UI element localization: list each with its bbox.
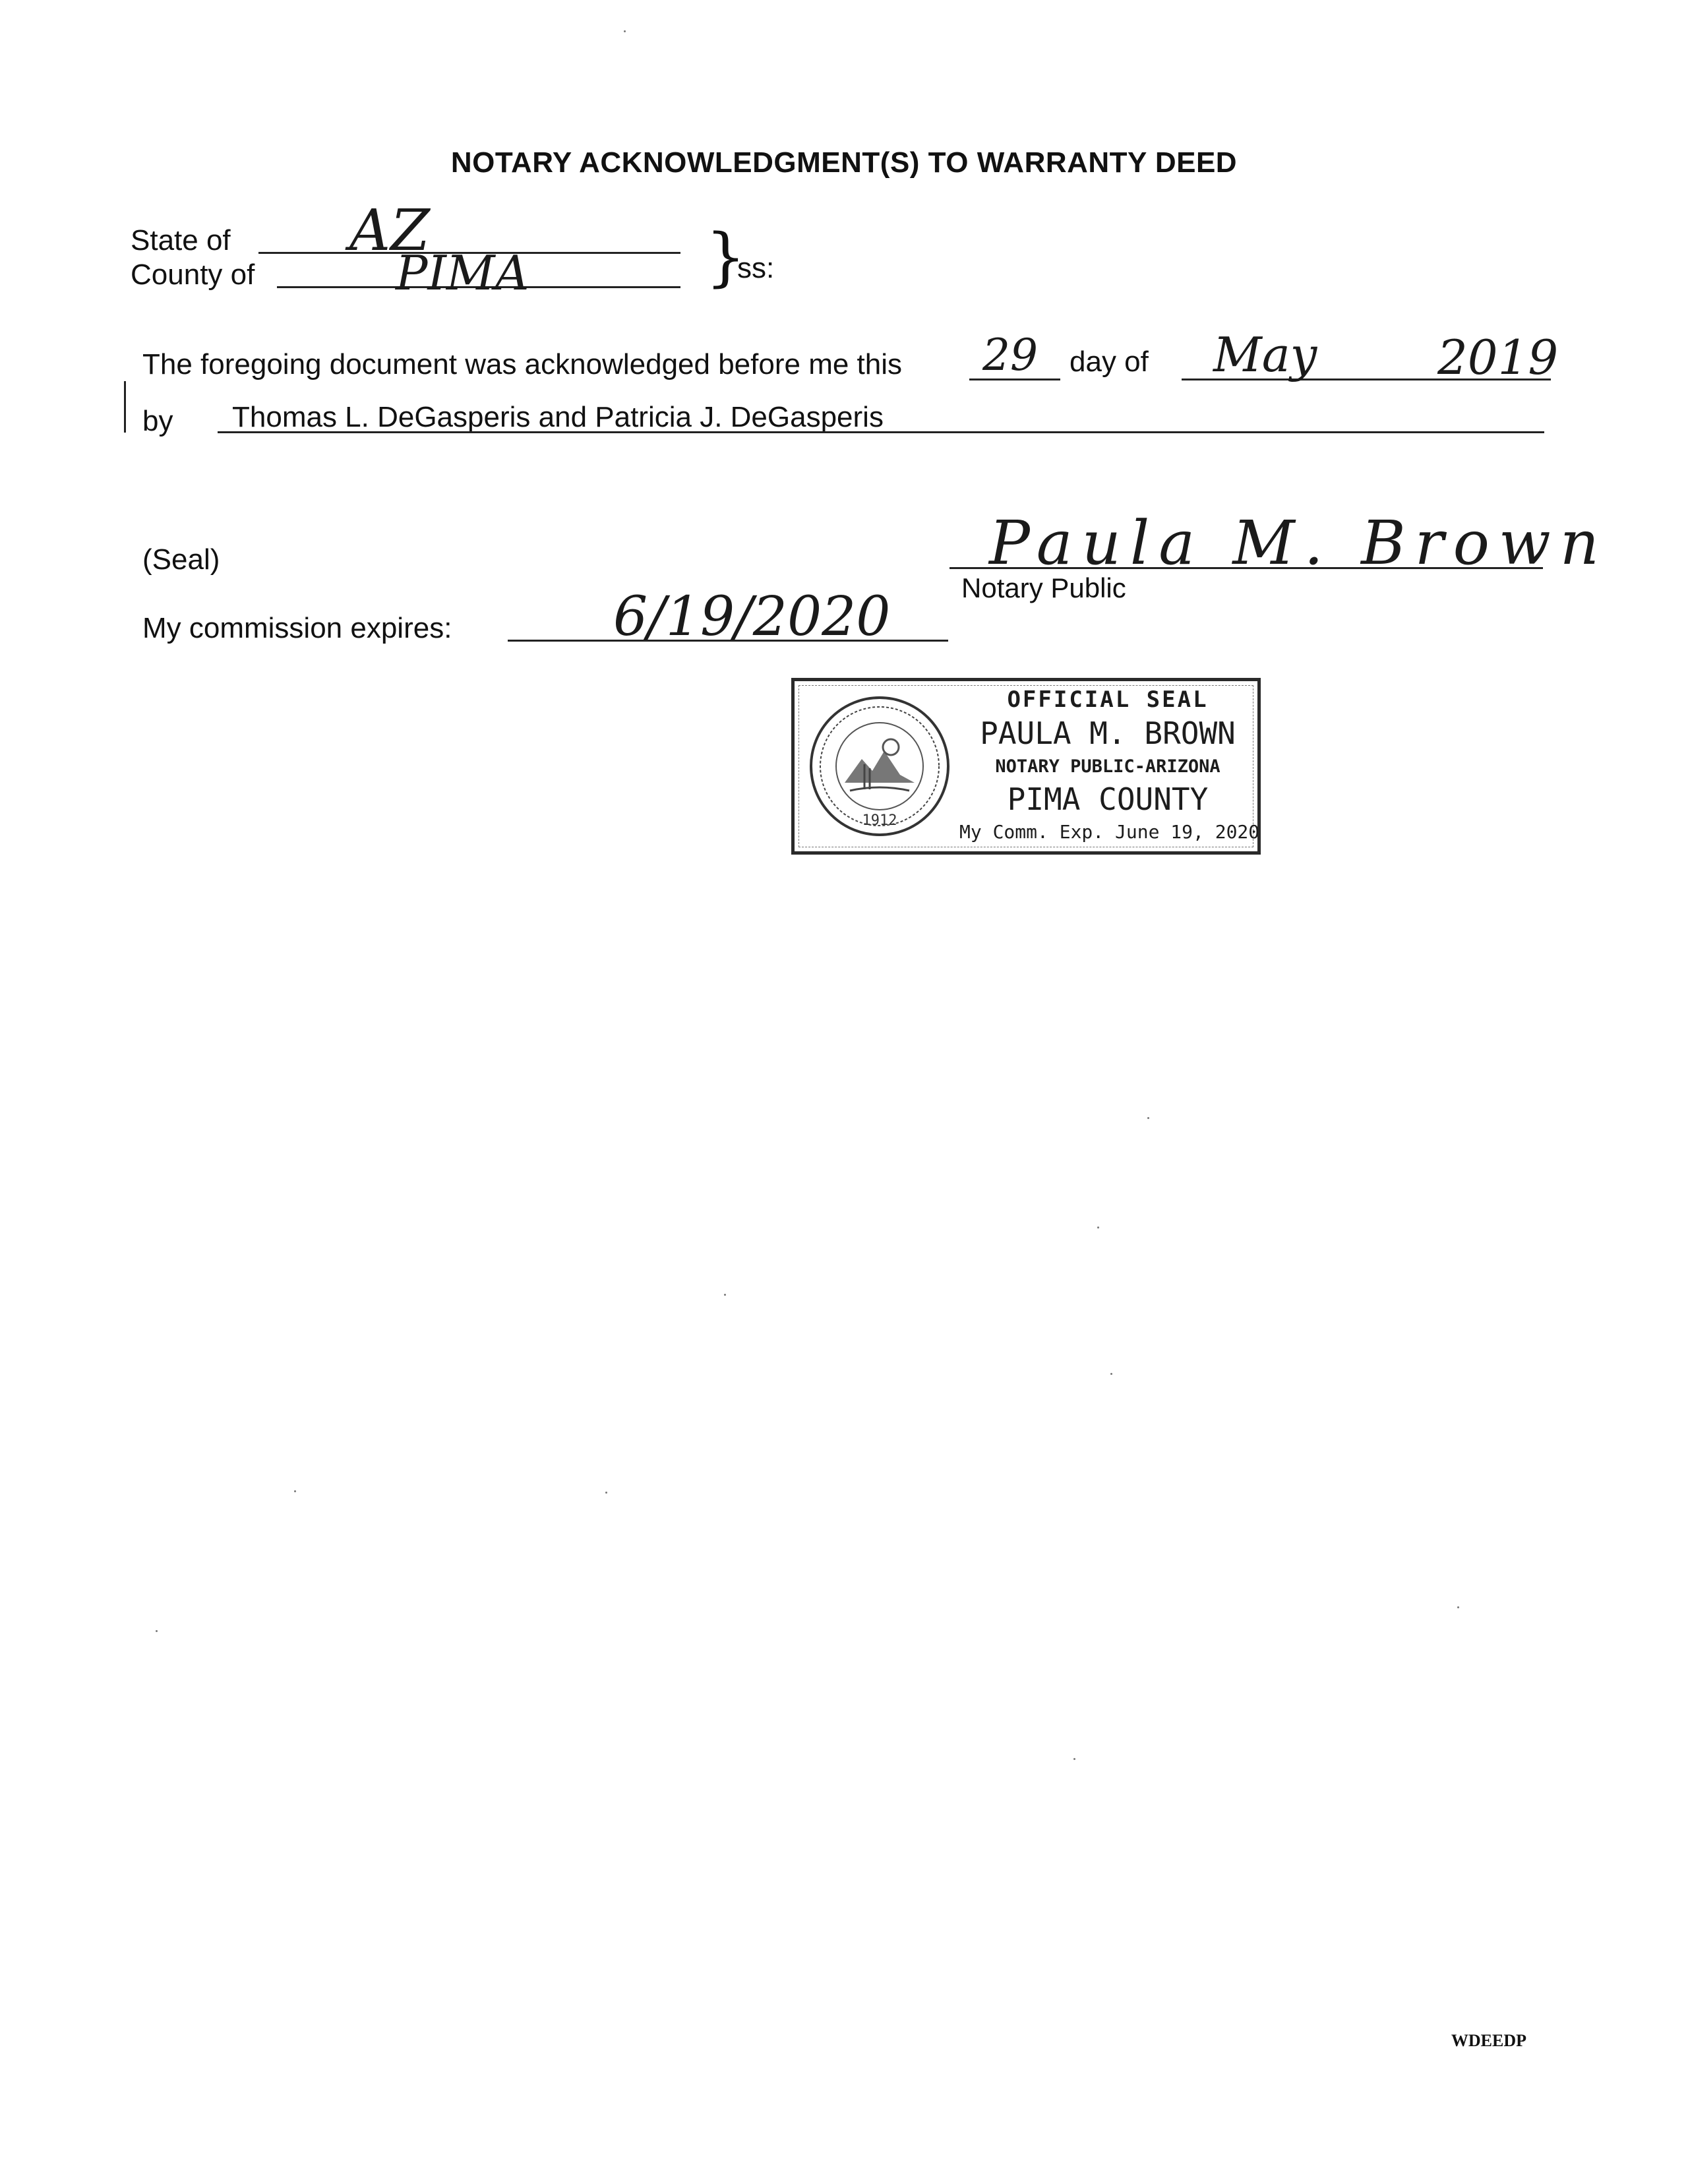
scan-speck [1097,1227,1099,1228]
scan-speck [605,1492,607,1494]
margin-mark [124,381,126,433]
emblem-year: 1912 [862,812,897,829]
scan-speck [624,30,626,32]
by-label: by [142,405,173,437]
acknowledgment-intro: The foregoing document was acknowledged before me this [142,348,903,380]
notary-signature: Paula M. Brown [989,508,1609,578]
scan-speck [1457,1606,1459,1608]
scan-speck [1073,1758,1075,1760]
stamp-expiration: My Comm. Exp. June 19, 2020 [959,821,1260,843]
year-handwritten: 2019 [1437,330,1559,385]
scan-speck [156,1630,158,1632]
scan-speck [294,1490,296,1492]
scan-speck [724,1294,726,1296]
month-handwritten: May [1213,327,1317,382]
commission-handwritten: 6/19/2020 [613,586,891,648]
signers-line [218,431,1544,433]
form-code: WDEEDP [1451,2031,1526,2050]
stamp-notary-name: PAULA M. BROWN [980,715,1236,751]
day-of-label: day of [1070,346,1149,378]
notary-title: Notary Public [961,572,1126,603]
page-title: NOTARY ACKNOWLEDGMENT(S) TO WARRANTY DEED [450,146,1238,179]
county-label: County of [131,258,255,291]
stamp-heading: OFFICIAL SEAL [1007,686,1209,713]
day-line [969,379,1060,380]
official-notary-stamp [791,678,1261,855]
day-handwritten: 29 [982,330,1038,380]
venue-brace: } [706,220,746,294]
state-label: State of [131,224,231,257]
signers-names: Thomas L. DeGasperis and Patricia J. DeGasperis [232,401,884,433]
stamp-county: PIMA COUNTY [1007,781,1209,817]
stamp-office: NOTARY PUBLIC-ARIZONA [995,756,1221,777]
seal-label: (Seal) [142,543,220,576]
county-handwritten: PIMA [396,245,529,301]
ss-label: ss: [737,252,775,284]
scan-speck [1147,1117,1149,1119]
commission-label: My commission expires: [142,612,452,644]
notary-signature-line [950,567,1543,569]
state-handwritten: AZ [349,198,430,264]
arizona-state-seal-emblem [804,690,955,842]
scan-speck [1110,1373,1112,1375]
